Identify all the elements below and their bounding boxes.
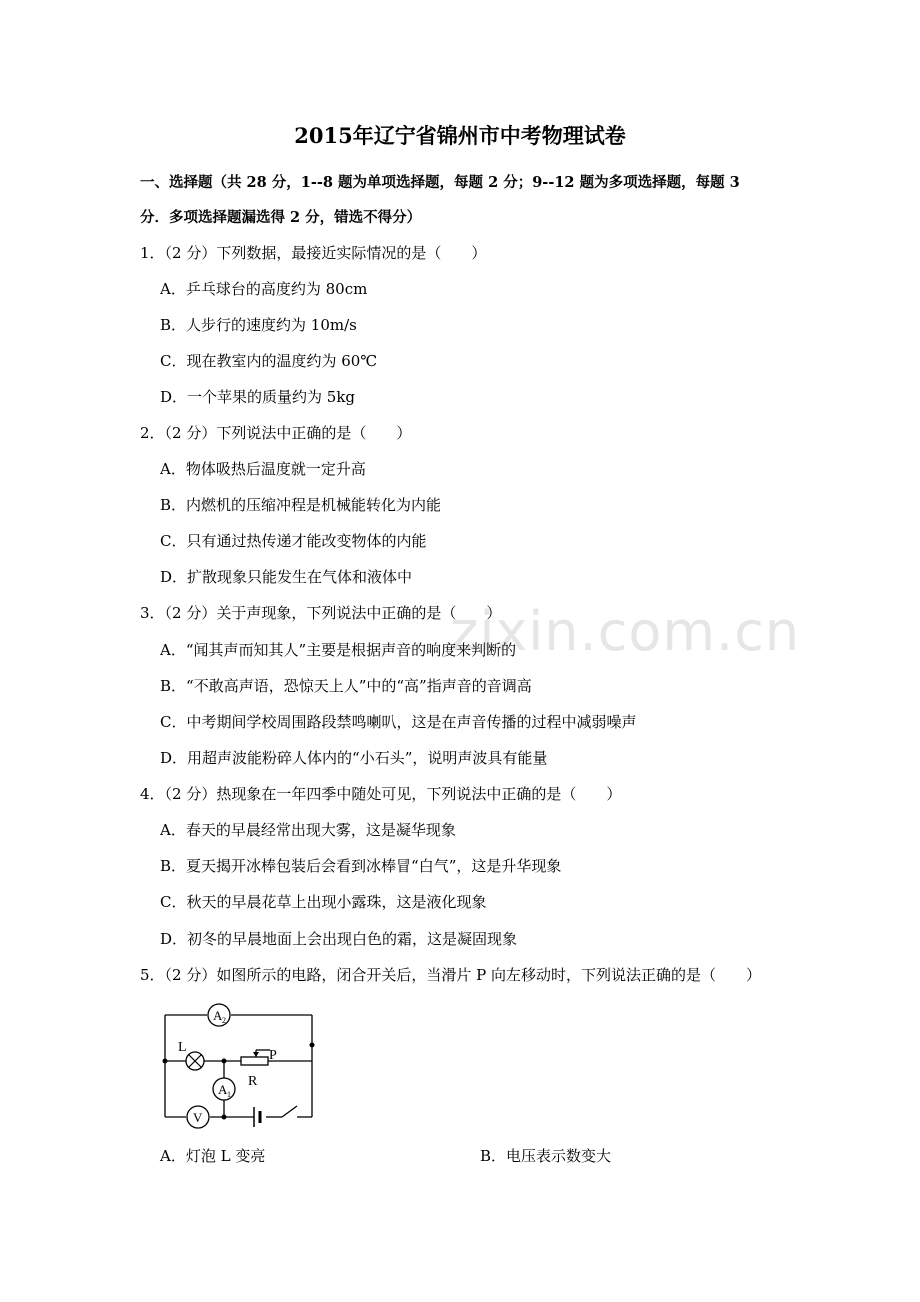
section-heading-line1: 一、选择题（共 28 分，1--8 题为单项选择题，每题 2 分；9--12 题为多项选择题，每题 3 xyxy=(140,174,740,191)
question-3-stem: 3．（2 分）关于声现象，下列说法中正确的是（ ） xyxy=(140,604,502,622)
question-4-option-c: C．秋天的早晨花草上出现小露珠，这是液化现象 xyxy=(160,893,487,911)
question-1-option-a: A．乒乓球台的高度约为 80cm xyxy=(160,280,368,298)
question-1-option-d: D．一个苹果的质量约为 5kg xyxy=(160,388,356,406)
question-1-option-b: B．人步行的速度约为 10m/s xyxy=(160,316,357,334)
slider-label: P xyxy=(269,1048,277,1063)
rheostat-icon xyxy=(241,1057,268,1065)
question-4-option-b: B．夏天揭开冰棒包装后会看到冰棒冒“白气”，这是升华现象 xyxy=(160,857,562,875)
question-4-option-d: D．初冬的早晨地面上会出现白色的霜，这是凝固现象 xyxy=(160,930,518,948)
question-4-option-a: A．春天的早晨经常出现大雾，这是凝华现象 xyxy=(160,821,456,839)
battery-icon xyxy=(254,1107,260,1127)
question-5-option-a: A．灯泡 L 变亮 xyxy=(160,1147,266,1165)
question-5-option-b: B．电压表示数变大 xyxy=(480,1147,612,1165)
question-5-stem: 5．（2 分）如图所示的电路，闭合开关后，当滑片 P 向左移动时，下列说法正确的是（ ） xyxy=(140,966,761,984)
lamp-icon xyxy=(186,1052,204,1070)
voltmeter-icon xyxy=(187,1106,209,1128)
question-3-option-a: A．“闻其声而知其人”主要是根据声音的响度来判断的 xyxy=(160,641,517,659)
section-heading-line2: 分．多项选择题漏选得 2 分，错选不得分） xyxy=(140,209,422,226)
watermark: zixin.com.cn xyxy=(450,600,801,663)
ammeter-a2-subscript: 2 xyxy=(222,1016,226,1025)
ammeter-a2-label: A xyxy=(213,1008,223,1023)
question-3-option-b: B．“不敢高声语，恐惊天上人”中的“高”指声音的音调高 xyxy=(160,677,532,695)
question-2-option-d: D．扩散现象只能发生在气体和液体中 xyxy=(160,568,413,586)
question-3-option-d: D．用超声波能粉碎人体内的“小石头”，说明声波具有能量 xyxy=(160,749,548,767)
question-4-stem: 4．（2 分）热现象在一年四季中随处可见，下列说法中正确的是（ ） xyxy=(140,785,622,803)
page-title: 2015年辽宁省锦州市中考物理试卷 xyxy=(294,123,626,148)
question-3-option-c: C．中考期间学校周围路段禁鸣喇叭，这是在声音传播的过程中减弱噪声 xyxy=(160,713,637,731)
resistor-label: R xyxy=(248,1074,258,1089)
question-2-stem: 2．（2 分）下列说法中正确的是（ ） xyxy=(140,424,412,442)
ammeter-a2-icon xyxy=(208,1004,230,1026)
voltmeter-label: V xyxy=(193,1110,203,1125)
ammeter-a1-icon xyxy=(213,1078,235,1100)
ammeter-a1-label: A xyxy=(218,1082,228,1097)
question-2-option-c: C．只有通过热传递才能改变物体的内能 xyxy=(160,532,427,550)
lamp-label: L xyxy=(178,1040,187,1055)
question-2-option-b: B．内燃机的压缩冲程是机械能转化为内能 xyxy=(160,496,442,514)
ammeter-a1-subscript: 1 xyxy=(227,1090,231,1099)
circuit-diagram xyxy=(150,993,330,1133)
question-2-option-a: A．物体吸热后温度就一定升高 xyxy=(160,460,366,478)
question-1-stem: 1．（2 分）下列数据，最接近实际情况的是（ ） xyxy=(140,244,487,262)
question-1-option-c: C．现在教室内的温度约为 60℃ xyxy=(160,352,378,370)
